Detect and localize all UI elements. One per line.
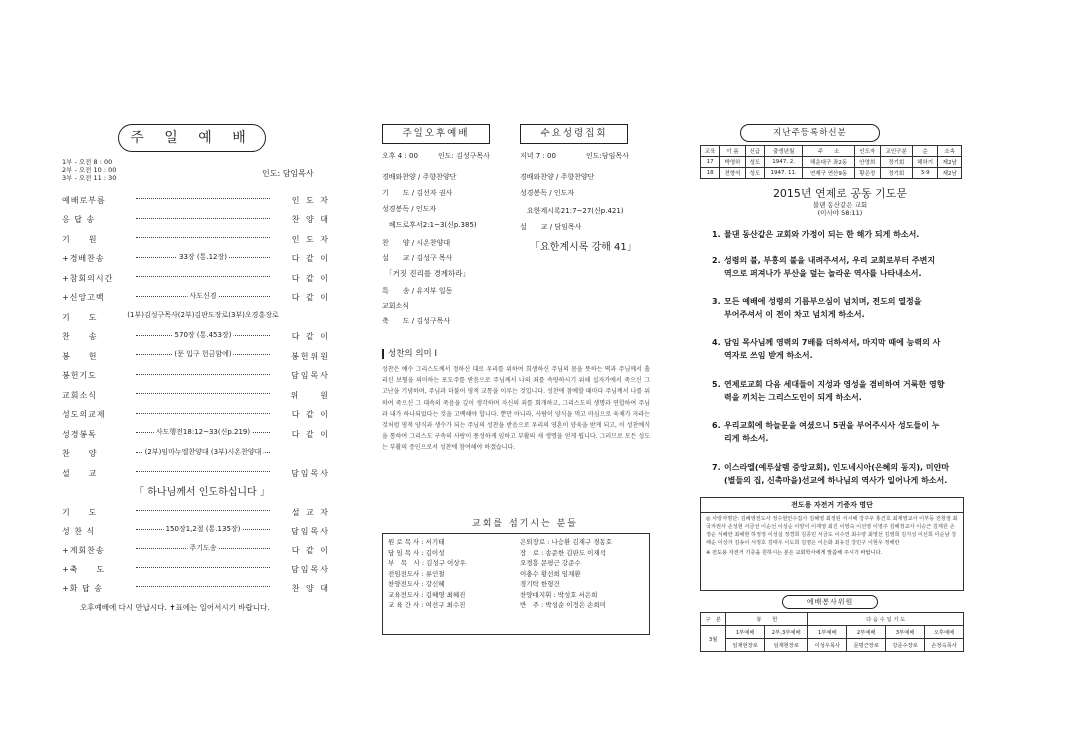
prayer-number: 4.: [712, 338, 721, 347]
table-header: 인도자: [854, 146, 880, 157]
order-label: 찬 양: [62, 449, 98, 458]
table-row: [701, 157, 962, 168]
order-label: 성도의교제: [62, 410, 106, 419]
wednesday-line: 경배와찬양 / 주향찬양단: [520, 173, 595, 181]
prayer-item: [712, 255, 972, 280]
table-header: 순: [912, 146, 938, 157]
dotted-leader: [136, 525, 270, 533]
table-header: 주 소: [803, 146, 855, 157]
table-header: 봉 헌: [726, 613, 808, 626]
prayer-line-2: (별들의 집, 신촉마을)선교에 하나님의 역사가 일어나게 하소서.: [724, 475, 948, 485]
order-row: [62, 524, 330, 538]
dotted-leader: [136, 237, 270, 238]
order-row: [62, 271, 330, 285]
order-label: 성 찬 식: [62, 526, 96, 536]
order-row: [62, 310, 330, 324]
servers-cell: 찬양전도사 : 강신혜: [388, 580, 445, 588]
afternoon-line: 기 도 / 김선자 권사: [382, 189, 453, 197]
prayer-subtitle-ref: (이사야 58:11): [817, 209, 863, 217]
prayer-line: [712, 462, 972, 475]
order-person: 찬 양 대: [291, 215, 330, 224]
table-cell: 해하기: [912, 157, 938, 168]
order-label: 응 답 송: [62, 215, 96, 224]
time-1: 1부 - 오전 8 : 00: [62, 158, 113, 166]
dotted-leader: [136, 330, 270, 339]
dotted-leader: [136, 471, 270, 472]
order-row: [62, 543, 330, 557]
order-person: 다 같 이: [291, 545, 330, 555]
prayer-line-2: 력을 끼치는 그리스도인이 되게 하소서.: [724, 392, 862, 402]
order-person: 다 같 이: [291, 254, 330, 263]
order-row: [62, 466, 330, 480]
prayer-text: 우리교회에 하늘문을 여셨으니 5권을 부어주시사 성도들이 누: [724, 421, 940, 430]
servers-cell: 경기탁 한형건: [520, 580, 560, 588]
dotted-leader: [136, 276, 270, 277]
table-header: 출생년월: [764, 146, 802, 157]
table-header: 소속: [938, 146, 962, 157]
table-cell: 성도: [745, 168, 764, 179]
afternoon-line: 교회소식: [382, 302, 410, 310]
table-cell: 강준수장로: [886, 639, 925, 652]
order-person: 다 같 이: [291, 332, 330, 341]
church-servers-title: 교회를 섬기시는 분들: [472, 519, 578, 529]
order-detail: 570장 (통.453장): [174, 330, 232, 339]
bicycle-donors-note: ※ 전도용 자전거 기증을 원하시는 분은 교회학사에게 말씀해 주시기 바랍니다.: [706, 550, 883, 556]
prayer-number: 5.: [712, 380, 721, 389]
afternoon-line: 찬 양 / 시온찬양대: [382, 239, 451, 247]
prayer-text: 모든 예배에 성령의 기름부으심이 넘치며, 전도의 열정을: [724, 297, 922, 306]
afternoon-service-title: 주일오후예배: [382, 124, 490, 144]
table-cell: 정기회: [880, 168, 912, 179]
order-row: [62, 349, 330, 363]
table-cell: 3-9: [912, 168, 938, 179]
order-label: 교회소식: [62, 390, 97, 400]
table-cell: 2부,3부예배: [765, 626, 808, 639]
prayer-line: [712, 420, 972, 433]
table-row: [701, 626, 964, 639]
afternoon-time: 오후 4 : 00: [382, 152, 418, 160]
dotted-leader: [136, 218, 270, 219]
prayer-text: 이스라엘(예루살렘 중앙교회), 인도네시아(은혜의 동지), 미얀마: [724, 463, 950, 472]
table-cell: 황은정: [854, 168, 880, 179]
afternoon-line: 경배와찬양 / 주향찬양단: [382, 173, 457, 181]
table-cell: 안영희: [854, 157, 880, 168]
servers-row: [388, 600, 644, 611]
prayer-number: 2.: [712, 256, 721, 265]
order-label: +화 답 송: [62, 583, 103, 593]
afternoon-line: 베드로후서2:1~3(신p.385): [382, 221, 477, 229]
order-label: +신앙고백: [62, 293, 105, 302]
order-person: 인 도 자: [291, 195, 330, 205]
order-row: [62, 388, 330, 402]
table-row: [701, 639, 964, 652]
table-cell: 이성우목사: [808, 639, 847, 652]
servers-cell: 이충수 황선희 임채환: [520, 569, 581, 578]
table-cell: 3부예배: [886, 626, 925, 639]
dotted-leader: [136, 567, 270, 568]
order-person: 담임목사: [291, 468, 330, 478]
prayer-item: [712, 379, 972, 404]
servers-cell: 전임전도사 : 류인철: [388, 569, 445, 578]
prayer-line: [712, 229, 972, 242]
order-row: [62, 408, 330, 422]
afternoon-line: 성경봉독 / 인도자: [382, 205, 437, 213]
table-row: [701, 168, 962, 179]
order-row: [62, 193, 330, 207]
table-header-row: [701, 613, 964, 626]
order-label: 기 도: [62, 507, 98, 517]
order-person: 위 원: [290, 390, 330, 400]
dotted-leader: [136, 413, 270, 414]
afternoon-line: 특 송 / 유지부 일동: [382, 287, 453, 295]
afternoon-leader: 인도: 김성구목사: [438, 152, 490, 160]
order-person: 다 같 이: [291, 273, 330, 283]
dotted-leader: [136, 393, 270, 394]
servers-row: [388, 537, 644, 548]
table-header: 다 음 수 일 기 도: [808, 613, 964, 626]
order-detail: (1부)김성구목사(2부)김판도장로(3부)오경흥장로: [127, 311, 279, 319]
servers-cell: 교 육 간 사 : 여선구 최수진: [388, 601, 466, 609]
order-row: [62, 213, 330, 227]
prayer-item: [712, 420, 972, 445]
order-label: +축 도: [62, 564, 106, 574]
prayer-text: 성령의 불, 부흥의 불을 내려주셔서, 우리 교회로부터 주변지: [724, 256, 936, 265]
servers-cell: 오경흥 문평근 강준수: [520, 559, 581, 567]
dotted-leader: [136, 447, 270, 456]
table-cell: 1부예배: [808, 626, 847, 639]
wednesday-line: 설 교 / 담임목사: [520, 223, 582, 231]
duty-table: [700, 612, 964, 652]
table-cell: 제2남: [938, 168, 962, 179]
new-members-table: [700, 145, 962, 179]
table-cell: 정기회: [880, 157, 912, 168]
order-label: 성경봉독: [62, 429, 97, 439]
order-person: 인 도 자: [291, 234, 330, 244]
table-header: 이 름: [720, 146, 746, 157]
closing-note: 오후예배에 다시 만납시다. ✝표에는 일어서시기 바랍니다.: [80, 603, 270, 612]
prayer-line: [712, 296, 972, 309]
servers-cell: 반 주 : 박성순 이정은 손희미: [520, 601, 607, 609]
servers-cell: 찬양대지휘 : 박성호 서은희: [520, 590, 598, 599]
bicycle-donors-box: [700, 497, 964, 591]
prayer-subtitle-line: 불댄 동산같은 교회: [812, 201, 868, 209]
prayer-text: 물댄 동산같은 교회와 가정이 되는 한 해가 되게 하소서.: [724, 230, 920, 239]
wednesday-leader: 인도:담임목사: [586, 152, 629, 160]
order-person: 담임목사: [291, 526, 330, 536]
prayer-text: 연제로교회 다음 세대들이 지성과 영성을 겸비하여 거룩한 영향: [724, 380, 945, 389]
dotted-leader: [136, 252, 270, 261]
order-detail: 150장1,2절 (통.135장): [165, 525, 241, 533]
order-person: 담임목사: [291, 371, 330, 380]
servers-cell: 원 로 목 사 : 서기태: [388, 538, 445, 546]
order-row: [62, 232, 330, 246]
order-row: [62, 291, 330, 305]
order-person: 찬 양 대: [291, 583, 330, 593]
table-cell: 제2남: [938, 157, 962, 168]
table-cell: 해운대구 좌2동: [803, 157, 855, 168]
dotted-leader: [136, 198, 270, 199]
dotted-leader: [136, 350, 270, 358]
order-row: [62, 581, 330, 595]
order-detail: (문 입구 헌금함에): [174, 350, 232, 358]
order-row: [62, 447, 330, 461]
prayer-item: [712, 229, 972, 242]
table-header-row: [701, 146, 962, 157]
order-person: 다 같 이: [291, 410, 330, 419]
prayer-number: 7.: [712, 463, 721, 472]
table-cell: 1부예배: [726, 626, 765, 639]
order-person: 봉헌위원: [291, 351, 330, 361]
prayer-line-2: 역자로 쓰임 받게 하소서.: [724, 350, 813, 360]
order-label: 기 원: [62, 234, 98, 244]
prayer-line-2: 리게 하소서.: [724, 433, 769, 443]
wednesday-line: 성경봉독 / 인도자: [520, 189, 575, 197]
time-2: 2부 - 오전 10 : 00: [62, 166, 117, 174]
servers-cell: 은퇴장로 : 나승환 김재구 경동호: [520, 538, 613, 546]
wednesday-line: 요한계시록21:7~27(신p.421): [520, 207, 624, 215]
order-row: [62, 562, 330, 576]
order-row: [62, 252, 330, 266]
new-members-title: 지난주등록하신분: [740, 124, 880, 142]
order-label: +경배찬송: [62, 254, 105, 263]
bicycle-donors-title: 전도용 자전거 기증자 명단: [701, 498, 963, 513]
prayer-number: 6.: [712, 421, 721, 430]
table-header: 교육: [701, 146, 720, 157]
table-cell: 17: [701, 157, 720, 168]
service-times: [62, 158, 116, 182]
afternoon-sermon-title: 「거짓 진리를 경계하라」: [385, 269, 470, 278]
servers-cell: 부 목 사 : 김성구 이상우: [388, 559, 466, 567]
order-row: [62, 369, 330, 383]
order-label: +참회의시간: [62, 273, 114, 283]
table-cell: 연제구 연산9동: [803, 168, 855, 179]
order-detail: (2부)임마누엘찬양대 (3부)시온찬양대: [144, 447, 262, 456]
order-label: 기 도: [62, 312, 98, 322]
order-detail: 사도행전18:12~33(신p.219): [155, 428, 251, 436]
communion-meaning-text: 성찬은 예수 그리스도께서 정하신 대로 우리를 위하여 희생하신 주님의 몸을 뜻하는 떡과 주님께서 흘리신 보혈을 의미하는 포도주를 받음으로 주님께서 나의 죄를 속량하시기 위해 십자가에서 죽으신 그 고난을 기념하며, 주님과 더불어 영적 교통을 이루는 것입니다. 성찬에 참예할 때마다 주님께서 나를 위하여 죽으신 그 대속의 죽음을 깊이 생각하며 자신의 죄를 회개하고, 그리스도의 생명과 연합하여 주님과 내가 하나되었다는 것을 고백해야 합니다. 뿐만 아니라, 사람이 양식을 먹고 마심으로 육체가 자라는 것처럼 영적 양식과 생수가 되는 주님의 성찬을 받음으로 우리의 영혼이 양육을 받게 되고, 이 성찬예식을 통하여 그리스도 구속의 사랑이 풍성하게 임하고 부활의 새 생명을 얻게 됩니다. 그러므로 모든 성도는 부활의 증인으로서 성찬에 참여해야 하겠습니다.: [382, 366, 650, 452]
table-cell: 성도: [745, 157, 764, 168]
order-person: 설 교 자: [291, 507, 330, 517]
order-label: 찬 송: [62, 332, 98, 341]
table-cell: 전향석: [720, 168, 746, 179]
dotted-leader: [127, 311, 279, 319]
sermon-title: 「 하나님께서 인도하십니다 」: [134, 487, 270, 498]
prayer-item: [712, 337, 972, 362]
order-label: +계회찬송: [62, 545, 105, 555]
afternoon-line: 축 도 / 김성구목사: [382, 317, 451, 325]
prayer-item: [712, 462, 972, 487]
wednesday-sermon-title: 「요한계시록 강해 41」: [530, 242, 637, 253]
communion-meaning-heading: [382, 347, 437, 359]
bicycle-donors-list: ◎ 사랑자명단: 김혜영전도사 정수현안수집사 김혜영 최정된 서시해 강주우 홍건호 최재영교사 이부동 전창점 최국자권사 손성현 서금선 이순선 이성순 이양이 이재영 최진 이영숙 이선영 이영주 김해정교사 이승근 김재원 손정순 서혜란 최해현 하정정 이성실 정경희 김종민 서금도 이수연 최수양 최영선 김영희 김지성 이선희 이순남 강해순 이상자 김송이 서정호 김태우 이도희 김영은 이은화 최유진 강민구 이현우 정해란: [706, 516, 958, 546]
church-servers-box: [382, 533, 650, 635]
order-row: [62, 330, 330, 344]
afternoon-line: 설 교 / 김성구 목사: [382, 254, 453, 262]
order-person: 다 같 이: [291, 293, 330, 302]
wednesday-time: 저녁 7 : 00: [520, 152, 556, 160]
prayer-line-2: 역으로 퍼져나가 부산을 덮는 놀라운 역사를 나타내소서.: [724, 268, 922, 278]
table-cell: 임재현장로: [765, 639, 808, 652]
order-row: [62, 505, 330, 519]
table-header: 신급: [745, 146, 764, 157]
servers-row: [388, 558, 644, 569]
table-cell: 2부예배: [847, 626, 886, 639]
order-label: 설 교: [62, 468, 98, 478]
servers-row: [388, 569, 644, 580]
servers-cell: 담 임 목 사 : 김이성: [388, 548, 445, 557]
communion-meaning-title: 성찬의 의미 Ⅰ: [382, 349, 437, 359]
dotted-leader: [136, 374, 270, 375]
table-cell: 3월: [701, 626, 726, 652]
dotted-leader: [136, 428, 270, 436]
prayer-subtitle: [720, 201, 960, 217]
prayer-line-2: 부어주셔서 이 전이 차고 넘치게 하소서.: [724, 309, 865, 319]
prayer-number: 1.: [712, 230, 721, 239]
table-cell: 18: [701, 168, 720, 179]
order-person: 담임목사: [291, 564, 330, 574]
servers-cell: 장 로 : 송준한 김판도 이재석: [520, 548, 607, 557]
prayer-line: [712, 379, 972, 392]
table-cell: 문평근장로: [847, 639, 886, 652]
order-person: 다 같 이: [291, 429, 330, 439]
servers-row: [388, 590, 644, 601]
table-cell: 박영하: [720, 157, 746, 168]
time-3: 3부 - 오전 11 : 30: [62, 174, 117, 182]
table-cell: 1947. 2.: [764, 157, 802, 168]
dotted-leader: [136, 586, 270, 587]
table-header: 구 분: [701, 613, 726, 626]
service-leader: 인도: 담임목사: [262, 169, 314, 178]
dotted-leader: [136, 291, 270, 300]
order-detail: 33장 (통.12장): [178, 252, 228, 261]
table-cell: 임재현장로: [726, 639, 765, 652]
order-label: 예배로부름: [62, 195, 106, 205]
prayer-number: 3.: [712, 297, 721, 306]
order-detail: 사도신경: [189, 291, 217, 300]
dotted-leader: [136, 544, 270, 552]
dotted-leader: [136, 510, 270, 511]
table-header: 교인구분: [880, 146, 912, 157]
prayer-title: 2015년 연제로 공동 기도문: [772, 187, 908, 200]
sunday-service-title: 주 일 예 배: [118, 124, 266, 152]
wednesday-service-title: 수요성령집회: [520, 124, 628, 144]
servers-row: [388, 548, 644, 559]
order-label: 봉헌기도: [62, 371, 97, 380]
servers-row: [388, 579, 644, 590]
prayer-text: 담임 목사님께 영력의 7배를 더하셔서, 마지막 때에 능력의 사: [724, 338, 941, 347]
table-cell: 1947. 11.: [764, 168, 802, 179]
order-row: [62, 427, 330, 441]
table-cell: 오후예배: [925, 626, 964, 639]
servers-cell: 교육전도사 : 김혜영 최혜진: [388, 590, 466, 599]
duty-title: 예배봉사위원: [782, 595, 878, 609]
order-detail: 주기도송: [189, 544, 217, 552]
prayer-line: [712, 255, 972, 268]
prayer-line: [712, 337, 972, 350]
table-cell: 손정숙목사: [925, 639, 964, 652]
prayer-item: [712, 296, 972, 321]
order-label: 봉 헌: [62, 351, 98, 361]
